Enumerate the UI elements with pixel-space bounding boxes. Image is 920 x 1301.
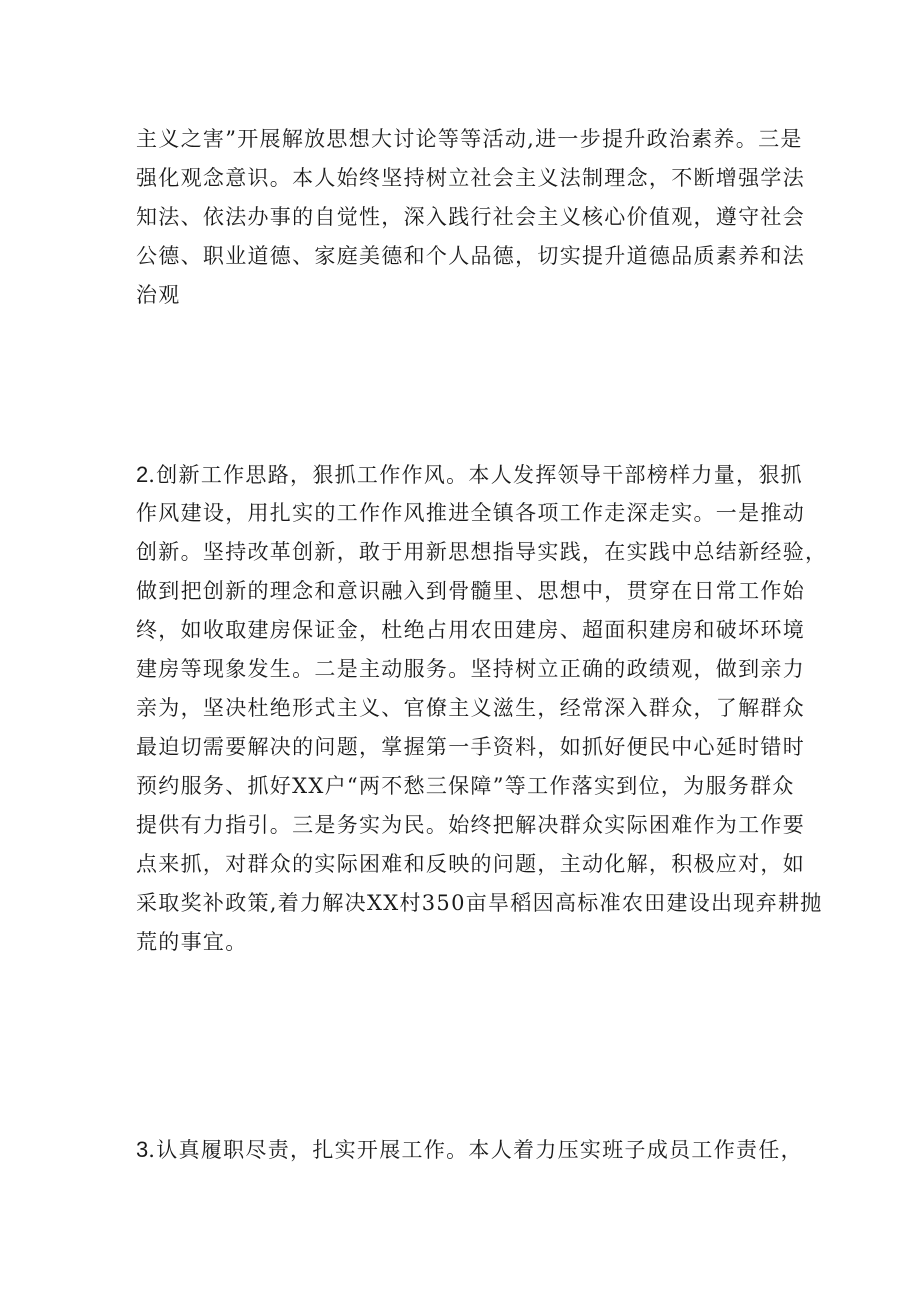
text-line: 治观 (136, 283, 181, 307)
text-line: 荒的事宜。 (136, 930, 248, 954)
text-line: 亲为，坚决杜绝形式主义、官僚主义滋生，经常深入群众，了解群众 (136, 696, 805, 720)
text-line: 强化观念意识。本人始终坚持树立社会主义法制理念，不断增强学法 (136, 166, 805, 190)
text-line: 创新。坚持改革创新，敢于用新思想指导实践，在实践中总结新经验， (136, 540, 828, 564)
text-line: 提供有力指引。三是务实为民。始终把解决群众实际困难作为工作要 (136, 813, 805, 837)
text-line: 做到把创新的理念和意识融入到骨髓里、思想中，贯穿在日常工作始 (136, 579, 805, 603)
text-line: 点来抓，对群众的实际困难和反映的问题，主动化解，积极应对，如 (136, 852, 805, 876)
paragraph-work-style (136, 455, 828, 962)
text-line (136, 455, 803, 494)
text-line: 主义之害”开展解放思想大讨论等等活动,进一步提升政治素养。三是 (136, 127, 803, 151)
text-line: 最迫切需要解决的问题，掌握第一手资料，如抓好便民中心延时错时 (136, 735, 805, 759)
paragraph-political-quality (136, 120, 805, 315)
text-line: 公德、职业道德、家庭美德和个人品德，切实提升道德品质素养和法 (136, 244, 805, 268)
text-line (136, 1130, 803, 1169)
section-number: 3 (136, 1137, 149, 1162)
section-heading-text: .认真履职尽责，扎实开展工作。本人着力压实班子成员工作责任， (148, 1138, 803, 1162)
text-line: 采取奖补政策,着力解决XX村350亩旱稻因高标准农田建设出现弃耕抛 (136, 891, 823, 915)
section-heading-text: .创新工作思路，狠抓工作作风。本人发挥领导干部榜样力量，狠抓 (148, 463, 803, 487)
text-line: 知法、依法办事的自觉性，深入践行社会主义核心价值观，遵守社会 (136, 205, 805, 229)
section-number: 2 (136, 462, 149, 487)
text-line: 预约服务、抓好XX户“两不愁三保障”等工作落实到位，为服务群众 (136, 774, 795, 798)
text-line: 建房等现象发生。二是主动服务。坚持树立正确的政绩观，做到亲力 (136, 657, 805, 681)
paragraph-fulfill-duties (136, 1130, 803, 1169)
text-line: 作风建设，用扎实的工作作风推进全镇各项工作走深走实。一是推动 (136, 501, 805, 525)
text-line: 终，如收取建房保证金，杜绝占用农田建房、超面积建房和破坏环境 (136, 618, 805, 642)
